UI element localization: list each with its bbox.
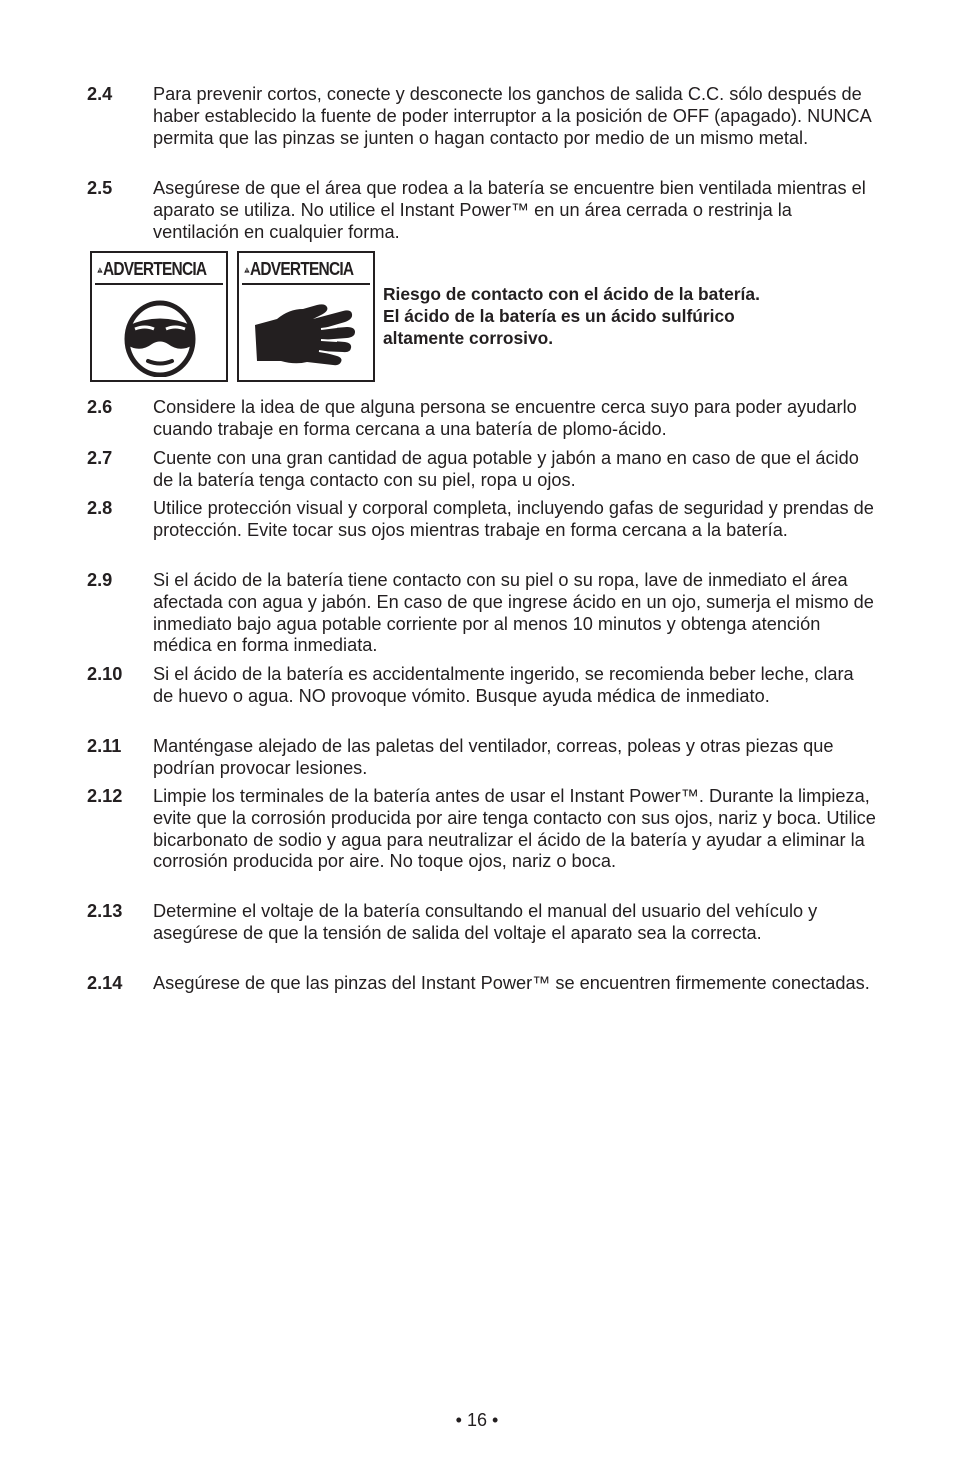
item-number: 2.7: [87, 448, 113, 468]
item-text: Manténgase alejado de las paletas del ventilador, correas, poleas y otras piezas que podrían provocar lesiones.: [153, 736, 834, 778]
acid-warning-text: [383, 284, 853, 349]
item-number: 2.5: [87, 178, 113, 198]
warning-triangle-icon: [97, 259, 103, 281]
item-number: 2.10: [87, 664, 123, 684]
item-text: Si el ácido de la batería es accidentalmente ingerido, se recomienda beber leche, clara de huevo o agua. NO provoque vómito. Busque ayuda médica de inmediato.: [153, 664, 854, 706]
item-number: 2.8: [87, 498, 113, 518]
item-text: Cuente con una gran cantidad de agua potable y jabón a mano en caso de que el ácido de la batería tenga contacto con su piel, ropa u ojos.: [153, 448, 859, 490]
warning-line: Riesgo de contacto con el ácido de la batería.: [383, 284, 760, 304]
advertencia-label: ADVERTENCIA: [249, 259, 354, 279]
warning-line: altamente corrosivo.: [383, 327, 554, 348]
item-text: Asegúrese de que el área que rodea a la batería se encuentre bien ventilada mientras el aparato se utiliza. No utilice el Instant Power™ en un área cerrada o restrinja la ventilación en cualquier forma.: [153, 178, 866, 242]
warning-header: [95, 256, 223, 285]
warning-sign-goggles: [90, 251, 228, 382]
item-text: Para prevenir cortos, conecte y desconecte los ganchos de salida C.C. sólo después de haber establecido la fuente de poder interruptor a la posición de OFF (apagado). NUNCA permita que las pinzas se junten o hagan contacto por medio de un mismo metal.: [153, 84, 871, 148]
safety-goggles-icon: [118, 293, 202, 377]
warning-triangle-icon: [244, 259, 250, 281]
item-text: Asegúrese de que las pinzas del Instant Power™ se encuentren firmemente conectadas.: [153, 973, 870, 993]
item-number: 2.12: [87, 786, 123, 806]
item-number: 2.13: [87, 901, 123, 921]
warning-sign-glove: [237, 251, 375, 382]
item-number: 2.11: [87, 736, 122, 756]
item-text: Limpie los terminales de la batería antes de usar el Instant Power™. Durante la limpieza, evite que la corrosión producida por aire tenga contacto con sus ojos, nariz y boca. Utilice bicarbonato de sodio y agua para neutralizar el ácido de la batería y ayudar a eliminar la corrosión producida por aire. No toque ojos, nariz o boca.: [153, 786, 876, 872]
item-number: 2.6: [87, 397, 113, 417]
page-number: • 16 •: [455, 1410, 499, 1430]
rubber-glove-icon: [251, 295, 365, 375]
advertencia-label: ADVERTENCIA: [102, 259, 207, 279]
item-text: Determine el voltaje de la batería consultando el manual del usuario del vehículo y asegúrese de que la tensión de salida del voltaje el aparato sea la correcta.: [153, 901, 818, 943]
item-text: Utilice protección visual y corporal completa, incluyendo gafas de seguridad y prendas de protección. Evite tocar sus ojos mientras trabaje en forma cercana a la batería.: [153, 498, 874, 540]
item-text: Considere la idea de que alguna persona se encuentre cerca suyo para poder ayudarlo cuando trabaje en forma cercana a una batería de plomo-ácido.: [153, 397, 857, 439]
item-text: Si el ácido de la batería tiene contacto con su piel o su ropa, lave de inmediato el área afectada con agua y jabón. En caso de que ingrese ácido en un ojo, sumerja el mismo de inmediato bajo agua potable corriente por al menos 10 minutos y obtenga atención médica en forma inmediata.: [153, 570, 874, 656]
item-number: 2.14: [87, 973, 123, 993]
warning-line: El ácido de la batería es un ácido sulfúrico: [383, 305, 735, 326]
item-number: 2.4: [87, 84, 113, 104]
item-number: 2.9: [87, 570, 113, 590]
warning-header: [242, 256, 370, 285]
